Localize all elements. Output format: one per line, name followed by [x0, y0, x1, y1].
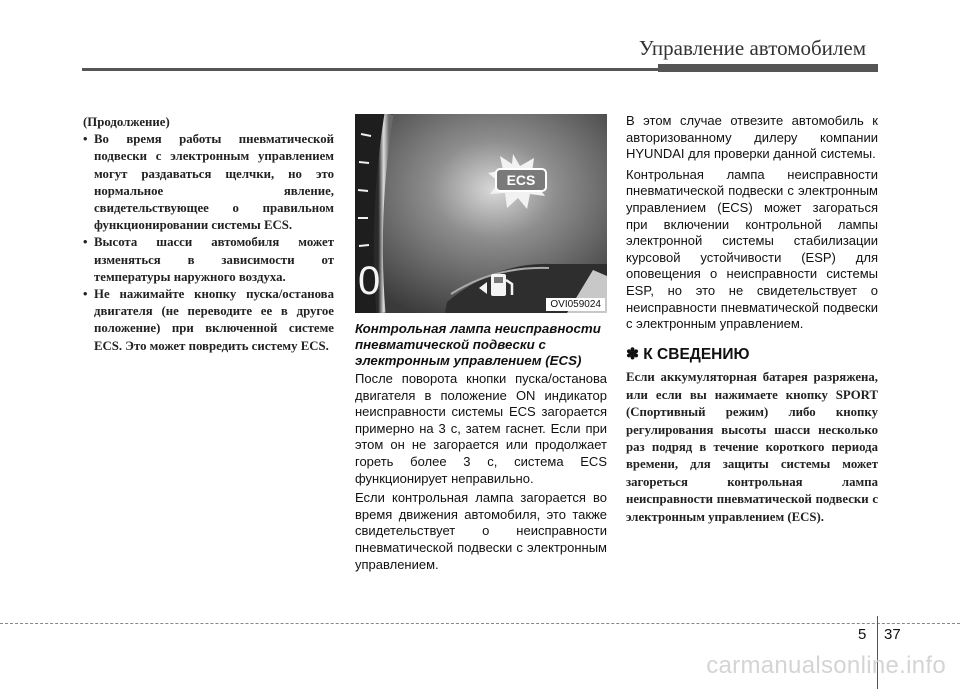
bullet-item: • Высота шасси автомобиля может изменяться в зависимости от температуры наружного воздуха. [83, 234, 334, 286]
ecs-badge-label: ECS [506, 172, 536, 188]
continued-label: (Продолжение) [83, 115, 170, 129]
bullet-list [83, 131, 334, 355]
left-column [83, 114, 334, 355]
section-heading: Контрольная лампа неисправности пневматической подвески с электронным управлением (ECS) [355, 321, 601, 368]
middle-column [355, 321, 607, 576]
note-body: Если аккумуляторная батарея разряжена, или если вы нажимаете кнопку SPORT (Спортивный режим) либо кнопку регулирования высоты шасси несколько раз подряд в течение короткого периода времени, для защиты системы может загореться контрольная лампа неисправности пневматической подвески с электронным управлением (ECS). [626, 370, 878, 524]
right-column [626, 113, 878, 526]
gauge-digit: 0 [358, 259, 381, 303]
watermark: carmanualsonline.info [706, 652, 946, 679]
paragraph: После поворота кнопки пуска/останова двигателя в положение ON индикатор неисправности системы ECS загорается примерно на 3 с, затем гаснет. Если при этом он не загорается или продолжает гореть более 3 с, система ECS функционирует неправильно. [355, 371, 607, 486]
paragraph: В этом случае отвезите автомобиль к авторизованному дилеру компании HYUNDAI для проверки данной системы. [626, 113, 878, 162]
paragraph: Если контрольная лампа загорается во время движения автомобиля, это также свидетельствует о неисправности пневматической подвески с электронным управлением. [355, 490, 607, 572]
note-title: ✽ К СВЕДЕНИЮ [626, 345, 750, 363]
header-rule-accent [658, 64, 878, 72]
image-code-label: OVI059024 [546, 298, 605, 311]
bullet-item: • Во время работы пневматической подвески с электронным управлением могут раздаваться щелчки, но это нормальное явление, свидетельствующее о правильном функционировании системы ECS. [83, 131, 334, 234]
chapter-number: 5 [858, 626, 867, 643]
header-title: Управление автомобилем [638, 36, 866, 60]
footer-divider [0, 623, 960, 624]
dashboard-gauge-image [355, 114, 607, 313]
ecs-warning-illustration [355, 114, 607, 313]
bullet-item: • Не нажимайте кнопку пуска/останова двигателя (не переводите ее в другое положение) при включенной системе ECS. Это может повредить систему ECS. [83, 286, 334, 355]
paragraph: Контрольная лампа неисправности пневматической подвески с электронным управлением (ECS) может загораться при включении контрольной лампы электронной системы стабилизации курсовой устойчивости (ESP) для оповещения о неисправности системы ESP, но это не свидетельствует о неисправности пневматической подвески с электронным управлением. [626, 166, 878, 332]
page-number: 37 [884, 626, 901, 643]
